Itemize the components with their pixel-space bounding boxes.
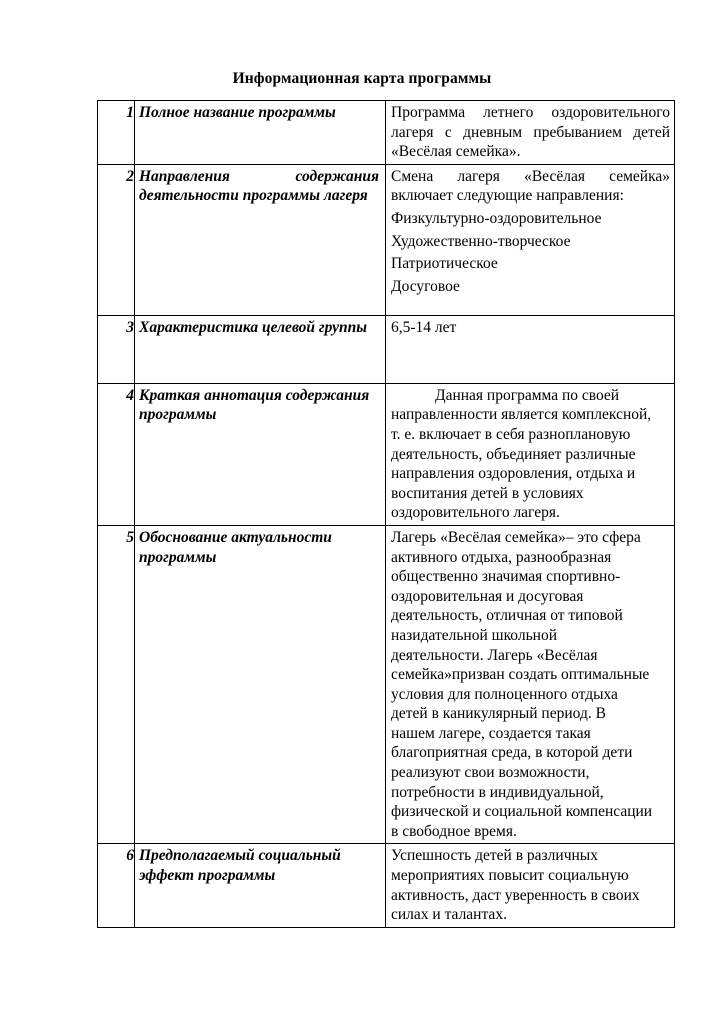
table-row <box>98 101 675 165</box>
row-label: Направления содержания деятельности программы лагеря <box>135 164 386 315</box>
text-line: оздоровительная и досуговая <box>391 587 584 605</box>
text-line: Данная программа по своей <box>435 386 620 404</box>
row-number: 5 <box>98 525 135 844</box>
row-label: Обоснование актуальности программы <box>135 525 386 844</box>
text-line: т. е. включает в себя разноплановую <box>391 425 631 443</box>
text-line: благоприятная среда, в которой дети <box>391 744 633 762</box>
row-label: Предполагаемый социальный эффект программы <box>135 844 386 927</box>
row-value <box>386 844 675 927</box>
text-line: детей в каникулярный период. В <box>391 705 606 723</box>
text-line: в свободное время. <box>391 822 517 840</box>
text-line: семейка»призван создать оптимальные <box>391 666 650 684</box>
row-number: 3 <box>98 315 135 383</box>
text-line: Лагерь «Весёлая семейка»– это сфера <box>391 528 641 546</box>
document-title: Информационная карта программы <box>232 70 492 87</box>
text-line: активного отдыха, разнообразная <box>391 548 612 566</box>
table-row <box>98 164 675 315</box>
directions-intro: Смена лагеря «Весёлая семейка» включает следующие направления: <box>391 167 670 205</box>
text-line: деятельность, объединяет различные <box>391 445 636 463</box>
text-line: общественно значимая спортивно- <box>391 568 621 586</box>
text-line: деятельности. Лагерь «Весёлая <box>391 646 598 664</box>
text-line: оздоровительного лагеря. <box>391 504 560 522</box>
row-label: Полное название программы <box>135 101 386 165</box>
table-row <box>98 315 675 383</box>
text-line: направленности является комплексной, <box>391 406 652 424</box>
text-line: потребности в индивидуальной, <box>391 783 604 801</box>
row-number: 2 <box>98 164 135 315</box>
text-line: назидательной школьной <box>391 626 557 644</box>
row-label: Краткая аннотация содержания программы <box>135 383 386 525</box>
table-row <box>98 844 675 927</box>
row-value <box>386 525 675 844</box>
text-line: активность, даст уверенность в своих <box>391 886 640 904</box>
text-line: силах и талантах. <box>391 906 507 924</box>
text-line: мероприятиях повысит социальную <box>391 867 629 885</box>
row-value <box>386 383 675 525</box>
text-line: условия для полноценного отдыха <box>391 685 618 703</box>
direction-item: Художественно-творческое <box>391 232 571 250</box>
row-number: 6 <box>98 844 135 927</box>
table-row <box>98 525 675 844</box>
direction-item: Досуговое <box>391 277 460 295</box>
row-value <box>386 164 675 315</box>
direction-item: Патриотическое <box>391 255 498 273</box>
text-line: деятельность, отличная от типовой <box>391 607 623 625</box>
text-line: Успешность детей в различных <box>391 847 598 865</box>
text-line: направления оздоровления, отдыха и <box>391 465 636 483</box>
text-line: нашем лагере, создается такая <box>391 724 591 742</box>
row-label: Характеристика целевой группы <box>135 315 386 383</box>
text-line: реализуют свои возможности, <box>391 764 590 782</box>
table-row <box>98 383 675 525</box>
text-line: воспитания детей в условиях <box>391 484 584 502</box>
row-value: 6,5-14 лет <box>386 315 675 383</box>
row-number: 1 <box>98 101 135 165</box>
text-line: физической и социальной компенсации <box>391 803 653 821</box>
row-number: 4 <box>98 383 135 525</box>
direction-item: Физкультурно-оздоровительное <box>391 209 602 227</box>
program-info-table <box>97 100 675 928</box>
row-value: Программа летнего оздоровительного лагеря с дневным пребыванием детей «Весёлая семейка». <box>386 101 675 165</box>
